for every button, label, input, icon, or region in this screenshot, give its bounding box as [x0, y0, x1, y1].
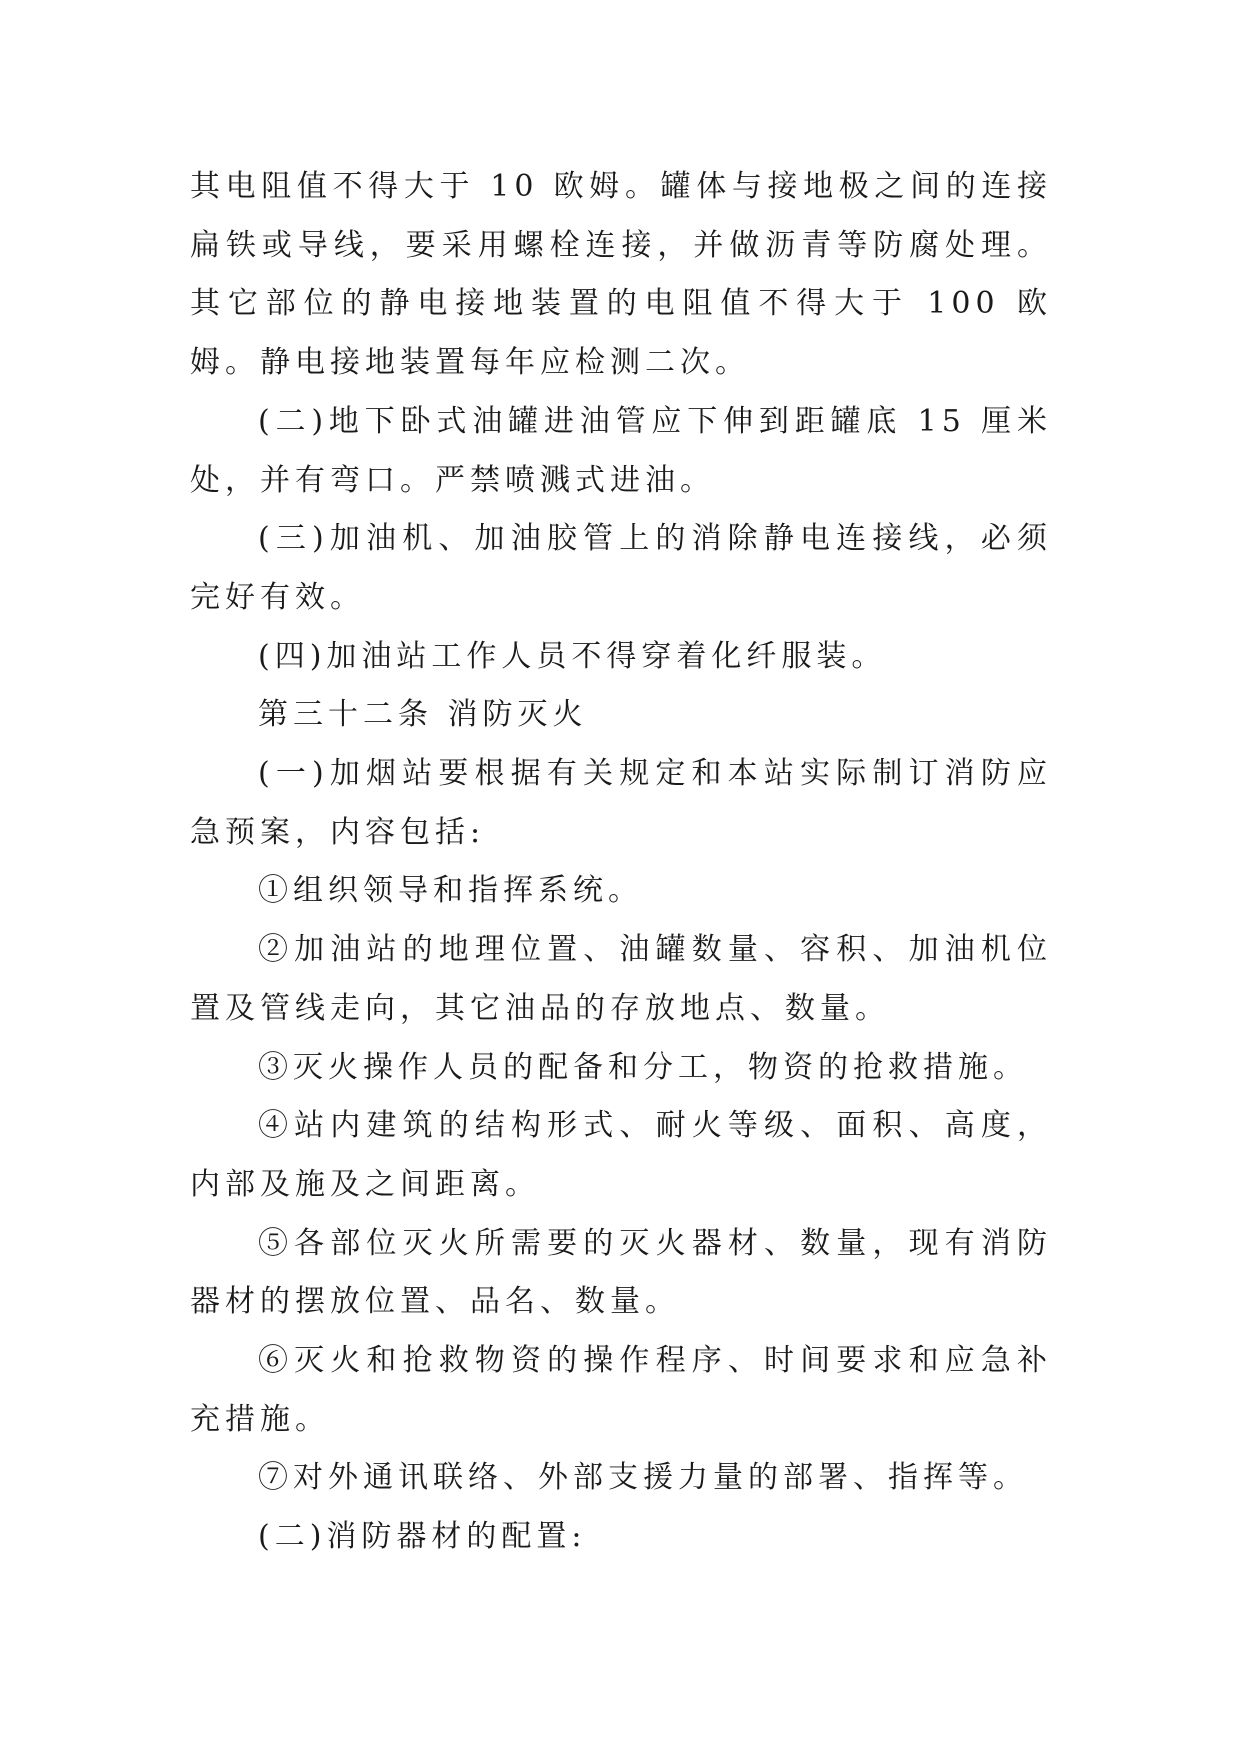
list-item-2: ②加油站的地理位置、油罐数量、容积、加油机位置及管线走向，其它油品的存放地点、数量。 — [190, 932, 1052, 1026]
list-item-6: ⑥灭火和抢救物资的操作程序、时间要求和应急补充措施。 — [190, 1343, 1052, 1437]
paragraph-4: (四)加油站工作人员不得穿着化纤服装。 — [258, 638, 887, 674]
paragraph-14: (二)消防器材的配置: — [258, 1519, 587, 1555]
list-item-4: ④站内建筑的结构形式、耐火等级、面积、高度，内部及施及之间距离。 — [190, 1108, 1052, 1202]
paragraph-3: (三)加油机、加油胶管上的消除静电连接线，必须完好有效。 — [190, 521, 1052, 615]
list-item-3: ③灭火操作人员的配备和分工，物资的抢救措施。 — [258, 1049, 1028, 1085]
article-heading: 第三十二条 消防灭火 — [258, 697, 588, 733]
list-item-7: ⑦对外通讯联络、外部支援力量的部署、指挥等。 — [258, 1460, 1028, 1496]
paragraph-6: (一)加烟站要根据有关规定和本站实际制订消防应急预案，内容包括: — [190, 756, 1052, 850]
list-item-5: ⑤各部位灭火所需要的灭火器材、数量，现有消防器材的摆放位置、品名、数量。 — [190, 1225, 1052, 1320]
paragraph-2: (二)地下卧式油罐进油管应下伸到距罐底 15 厘米处，并有弯口。严禁喷溅式进油。 — [190, 403, 1052, 498]
paragraph-1: 其电阻值不得大于 10 欧姆。罐体与接地极之间的连接扁铁或导线，要采用螺栓连接，并做沥青等防腐处理。其它部位的静电接地装置的电阻值不得大于 100 欧姆。静电接地装置每年应检测二次。 — [190, 169, 1052, 381]
document-body — [190, 158, 1052, 1567]
list-item-1: ①组织领导和指挥系统。 — [258, 873, 643, 909]
